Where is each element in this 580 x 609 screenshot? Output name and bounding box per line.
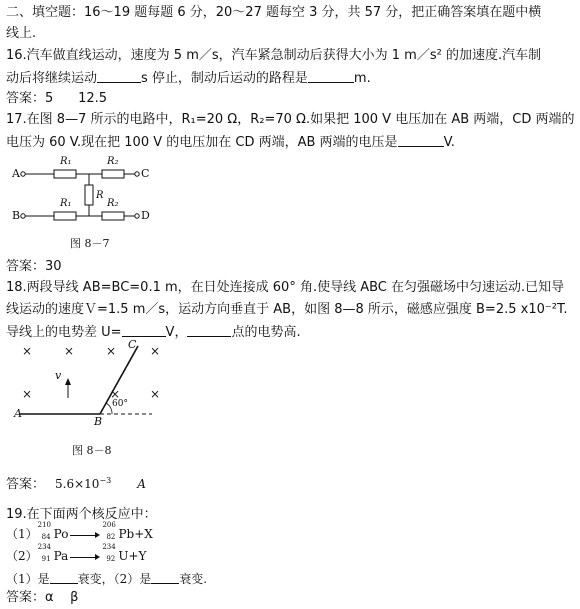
cross-mark: × — [150, 344, 161, 358]
terminal-d: D — [141, 209, 150, 222]
terminal-b: B — [12, 209, 21, 222]
q18-blank-voltage[interactable] — [122, 324, 166, 337]
q16-blank-time[interactable] — [97, 70, 141, 83]
q18-text-a: 导线上的电势差 U= — [6, 325, 122, 340]
q19-line4 — [6, 571, 207, 585]
q18-blank-point[interactable] — [187, 324, 231, 337]
resistor-r-middle — [85, 185, 93, 205]
label-a: A — [14, 407, 22, 420]
q18-text-b: V， — [165, 325, 188, 340]
resistor-r2-top — [102, 170, 124, 178]
q16-blank-distance[interactable] — [308, 70, 354, 83]
nuclide-pa: 234 91 Pa — [37, 543, 69, 563]
cross-mark: × — [150, 387, 161, 401]
q16-line1: 16.汽车做直线运动，速度为 5 m／s，汽车紧急制动后获得大小为 1 m／s² 的加速度.汽车制 — [6, 48, 542, 63]
q17-answer — [6, 260, 62, 273]
q17-line1: 17.在图 8—7 所示的电路中，R₁=20 Ω，R₂=70 Ω.如果把 100 V 电压加在 AB 两端，CD 两端的 — [6, 112, 575, 127]
cross-mark: × — [64, 344, 75, 358]
q16-text-a: 动后将继续运动 — [6, 71, 98, 86]
circuit-figure — [10, 150, 160, 245]
reaction-2-prefix: （2） — [6, 549, 38, 563]
label-angle: 60° — [112, 399, 128, 409]
reaction-arrow-icon — [70, 553, 100, 561]
resistor-r2-bottom — [102, 212, 124, 220]
q18-line2: 线运动的速度Ｖ=1.5 m／s，运动方向垂直于 AB，如图 8—8 所示，磁感应强度 B=2.5 x10⁻²T. — [6, 302, 568, 317]
q17-answer-value: 30 — [45, 259, 62, 274]
cross-mark: × — [106, 344, 117, 358]
cross-mark: × — [22, 344, 33, 358]
terminal-a: A — [12, 167, 20, 180]
section-heading-cont: 线上. — [6, 26, 37, 41]
q19-reaction-1 — [6, 521, 153, 541]
q19-text-c: 衰变. — [179, 572, 208, 586]
q19-blank-1[interactable] — [50, 571, 78, 584]
q19-text-a: （1）是 — [6, 572, 50, 586]
answer-label: 答案： — [6, 590, 46, 605]
resistor-r1-top — [54, 170, 76, 178]
section-heading: 二、填空题：16～19 题每题 6 分，20～27 题每空 3 分，共 57 分，把正确答案填在题中横 — [6, 5, 542, 20]
answer-label: 答案： — [6, 91, 46, 106]
cross-mark: × — [22, 387, 33, 401]
label-r-middle: R — [96, 190, 104, 201]
q18-answer-exponent: −3 — [99, 476, 112, 485]
answer-label: 答案： — [6, 259, 46, 274]
q18-answer-mantissa: 5.6×10 — [55, 477, 100, 491]
label-r1-top: R₁ — [60, 156, 72, 167]
q19-reaction-2 — [6, 543, 147, 563]
label-v: v — [55, 369, 62, 382]
nuclide-u: 234 92 U+Y — [102, 543, 147, 563]
label-c: C — [128, 338, 137, 351]
reaction-1-prefix: （1） — [6, 527, 38, 541]
q18-line3 — [6, 324, 301, 339]
q16-text-c: m. — [353, 71, 371, 86]
q17-blank-voltage[interactable] — [398, 134, 444, 147]
figure-8-8-caption: 图 8－8 — [72, 444, 112, 457]
figure-8-7-caption: 图 8－7 — [70, 237, 110, 250]
resistor-r1-bottom — [54, 212, 76, 220]
q18-answer — [6, 478, 146, 491]
q16-answer — [6, 92, 107, 105]
q19-answer-value: α β — [45, 590, 79, 605]
q18-answer-point: A — [137, 477, 146, 491]
q19-answer — [6, 591, 78, 604]
q19-blank-2[interactable] — [151, 571, 179, 584]
nuclide-po: 210 84 Po — [37, 521, 69, 541]
q17-text-a: 电压为 60 V.现在把 100 V 的电压加在 CD 两端，AB 两端的电压是 — [6, 135, 398, 150]
q17-text-b: V. — [443, 135, 455, 150]
q18-text-c: 点的电势高. — [231, 325, 301, 340]
label-b: B — [94, 415, 103, 428]
label-r2-top: R₂ — [107, 156, 119, 167]
nuclide-pb: 206 82 Pb+X — [102, 521, 153, 541]
q19-line1: 19.在下面两个核反应中： — [6, 507, 157, 522]
label-r2-bottom: R₂ — [107, 198, 119, 209]
magnetic-field-figure — [10, 340, 170, 430]
label-r1-bottom: R₁ — [60, 198, 72, 209]
q16-text-b: s 停止，制动后运动的路程是 — [141, 71, 308, 86]
q19-text-b: 衰变，（2）是 — [77, 572, 152, 586]
q18-answer-value — [55, 477, 111, 491]
cross-mark: × — [110, 387, 121, 401]
q18-line1: 18.两段导线 AB=BC=0.1 m，在日处连接成 60° 角.使导线 ABC 在匀强磁场中匀速运动.已知导 — [6, 280, 565, 295]
reaction-arrow-icon — [70, 531, 100, 539]
answer-label: 答案： — [6, 477, 46, 492]
q17-line2 — [6, 134, 455, 149]
terminal-c: C — [141, 167, 150, 180]
q16-line2 — [6, 70, 371, 85]
q16-answer-value: 5 12.5 — [45, 91, 108, 106]
